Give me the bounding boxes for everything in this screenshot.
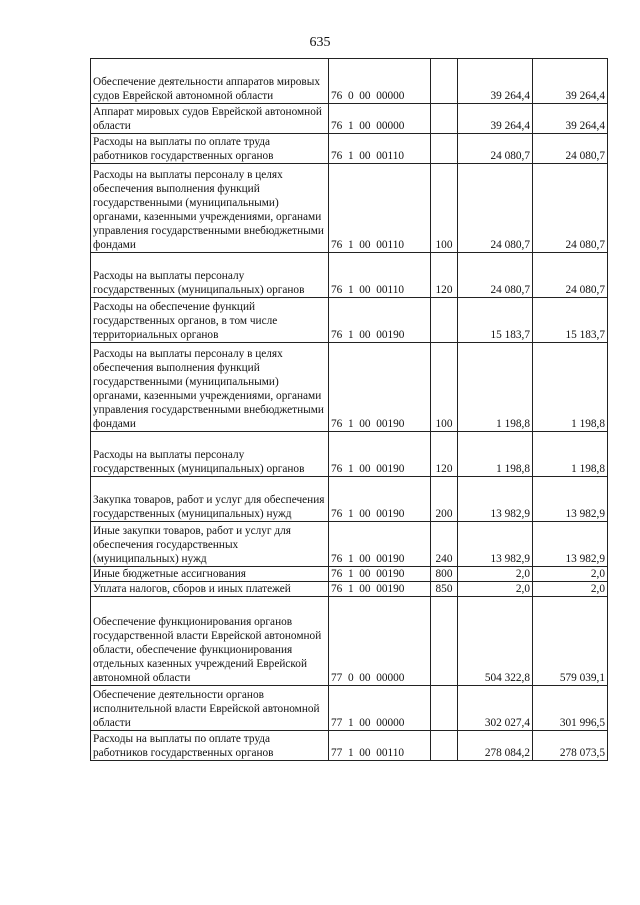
- row-vr: 240: [431, 522, 458, 567]
- row-code: 76 1 00 00190: [329, 522, 431, 567]
- row-sum-2: 1 198,8: [533, 343, 608, 432]
- row-sum-1: 2,0: [458, 582, 533, 597]
- row-name: Расходы на выплаты персоналу в целях обеспечения выполнения функций государственными (муниципальными) органами, казенными учреждениями, органами управления государственными внебюджетными фондами: [91, 343, 329, 432]
- row-name: Расходы на выплаты персоналу в целях обеспечения выполнения функций государственными (муниципальными) органами, казенными учреждениями, органами управления государственными внебюджетными фондами: [91, 164, 329, 253]
- row-name: Расходы на выплаты персоналу государственных (муниципальных) органов: [91, 253, 329, 298]
- table-row: [91, 134, 608, 164]
- row-sum-2: 24 080,7: [533, 134, 608, 164]
- row-sum-1: 15 183,7: [458, 298, 533, 343]
- row-code: 76 1 00 00190: [329, 298, 431, 343]
- budget-table-body: [91, 59, 608, 761]
- row-name: Расходы на выплаты персоналу государственных (муниципальных) органов: [91, 432, 329, 477]
- row-vr: 100: [431, 164, 458, 253]
- row-sum-2: 2,0: [533, 582, 608, 597]
- row-name: Закупка товаров, работ и услуг для обеспечения государственных (муниципальных) нужд: [91, 477, 329, 522]
- row-code: 76 1 00 00110: [329, 134, 431, 164]
- row-sum-1: 302 027,4: [458, 686, 533, 731]
- table-row: [91, 164, 608, 253]
- row-name: Расходы на выплаты по оплате труда работников государственных органов: [91, 134, 329, 164]
- row-sum-1: 39 264,4: [458, 104, 533, 134]
- row-code: 76 1 00 00190: [329, 582, 431, 597]
- row-code: 76 1 00 00110: [329, 164, 431, 253]
- row-vr: 800: [431, 567, 458, 582]
- row-sum-1: 39 264,4: [458, 59, 533, 104]
- row-vr: 100: [431, 343, 458, 432]
- row-sum-2: 24 080,7: [533, 164, 608, 253]
- row-vr: [431, 298, 458, 343]
- row-vr: 200: [431, 477, 458, 522]
- page-number: 635: [309, 35, 331, 50]
- row-sum-2: 2,0: [533, 567, 608, 582]
- row-vr: 120: [431, 253, 458, 298]
- row-name: Обеспечение деятельности органов исполнительной власти Еврейской автономной области: [91, 686, 329, 731]
- row-sum-1: 24 080,7: [458, 253, 533, 298]
- row-code: 76 1 00 00190: [329, 477, 431, 522]
- row-sum-2: 1 198,8: [533, 432, 608, 477]
- row-sum-2: 39 264,4: [533, 104, 608, 134]
- row-sum-2: 15 183,7: [533, 298, 608, 343]
- table-row: [91, 298, 608, 343]
- row-code: 77 0 00 00000: [329, 597, 431, 686]
- row-sum-2: 579 039,1: [533, 597, 608, 686]
- row-sum-2: 278 073,5: [533, 731, 608, 761]
- row-sum-2: 24 080,7: [533, 253, 608, 298]
- row-name: Иные бюджетные ассигнования: [91, 567, 329, 582]
- table-row: [91, 59, 608, 104]
- row-vr: 120: [431, 432, 458, 477]
- row-name: Аппарат мировых судов Еврейской автономной области: [91, 104, 329, 134]
- row-name: Уплата налогов, сборов и иных платежей: [91, 582, 329, 597]
- table-row: [91, 582, 608, 597]
- table-row: [91, 731, 608, 761]
- row-code: 76 1 00 00190: [329, 567, 431, 582]
- row-name: Иные закупки товаров, работ и услуг для обеспечения государственных (муниципальных) нужд: [91, 522, 329, 567]
- table-row: [91, 253, 608, 298]
- row-code: 76 1 00 00190: [329, 432, 431, 477]
- table-row: [91, 432, 608, 477]
- row-sum-1: 1 198,8: [458, 343, 533, 432]
- table-row: [91, 477, 608, 522]
- row-code: 76 1 00 00190: [329, 343, 431, 432]
- row-sum-2: 39 264,4: [533, 59, 608, 104]
- row-code: 77 1 00 00000: [329, 686, 431, 731]
- row-vr: [431, 686, 458, 731]
- row-vr: [431, 597, 458, 686]
- row-name: Расходы на обеспечение функций государственных органов, в том числе территориальных органов: [91, 298, 329, 343]
- row-vr: 850: [431, 582, 458, 597]
- row-sum-1: 13 982,9: [458, 477, 533, 522]
- row-code: 76 0 00 00000: [329, 59, 431, 104]
- row-code: 77 1 00 00110: [329, 731, 431, 761]
- row-vr: [431, 104, 458, 134]
- row-sum-1: 1 198,8: [458, 432, 533, 477]
- budget-table: [90, 58, 608, 761]
- row-name: Обеспечение деятельности аппаратов мировых судов Еврейской автономной области: [91, 59, 329, 104]
- table-row: [91, 686, 608, 731]
- row-sum-2: 301 996,5: [533, 686, 608, 731]
- row-sum-2: 13 982,9: [533, 477, 608, 522]
- table-row: [91, 343, 608, 432]
- row-sum-1: 24 080,7: [458, 134, 533, 164]
- row-sum-1: 13 982,9: [458, 522, 533, 567]
- row-sum-1: 504 322,8: [458, 597, 533, 686]
- row-code: 76 1 00 00000: [329, 104, 431, 134]
- table-row: [91, 522, 608, 567]
- row-vr: [431, 134, 458, 164]
- table-row: [91, 597, 608, 686]
- table-row: [91, 567, 608, 582]
- row-sum-1: 2,0: [458, 567, 533, 582]
- row-sum-1: 24 080,7: [458, 164, 533, 253]
- row-sum-2: 13 982,9: [533, 522, 608, 567]
- table-row: [91, 104, 608, 134]
- row-sum-1: 278 084,2: [458, 731, 533, 761]
- row-name: Обеспечение функционирования органов государственной власти Еврейской автономной области, обеспечение функционирования отдельных казенных учреждений Еврейской автономной области: [91, 597, 329, 686]
- row-vr: [431, 59, 458, 104]
- row-code: 76 1 00 00110: [329, 253, 431, 298]
- row-vr: [431, 731, 458, 761]
- row-name: Расходы на выплаты по оплате труда работников государственных органов: [91, 731, 329, 761]
